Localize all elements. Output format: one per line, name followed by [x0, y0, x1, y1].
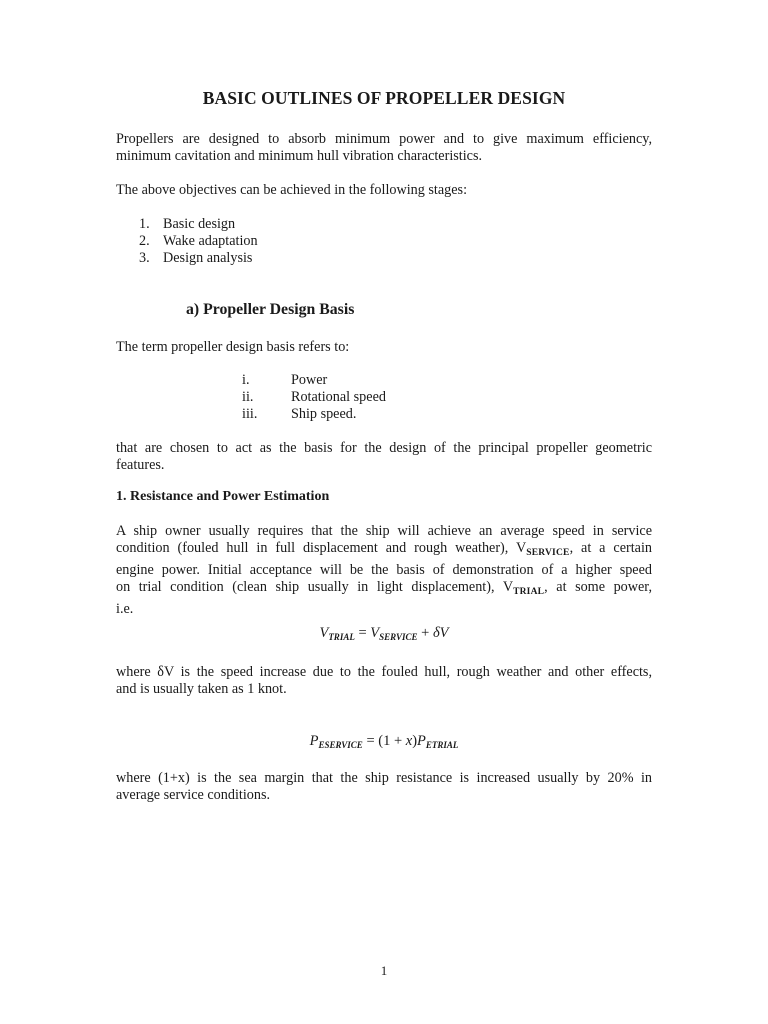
power-equation	[0, 733, 768, 750]
text-run: on trial condition (clean ship usually in light displacement), V	[116, 579, 514, 595]
basis-item-number: ii.	[242, 389, 254, 405]
formula-symbol: P	[309, 733, 319, 749]
where2-line-1: where (1+x) is the sea margin that the ship resistance is increased usually by 20% in	[116, 770, 652, 786]
stage-number: 2.	[139, 233, 150, 249]
formula-subscript: ETRIAL	[425, 740, 459, 750]
formula-symbol: δV	[432, 625, 449, 641]
objectives-text: The above objectives can be achieved in the following stages:	[116, 182, 468, 198]
formula-symbol: V	[319, 625, 329, 641]
basis-item-label: Rotational speed	[291, 389, 386, 405]
section-1-heading: 1. Resistance and Power Estimation	[116, 489, 330, 504]
intro-line-1: Propellers are designed to absorb minimum power and to give maximum efficiency,	[116, 131, 652, 147]
formula-symbol: V	[370, 625, 380, 641]
speed-equation-explanation	[116, 664, 652, 698]
resistance-paragraph	[116, 523, 652, 618]
design-basis-intro: The term propeller design basis refers to:	[116, 339, 350, 355]
design-basis-closing	[116, 440, 652, 474]
stage-number: 3.	[139, 250, 150, 266]
closing-line-1: that are chosen to act as the basis for the design of the principal propeller geometric	[116, 440, 652, 456]
stage-label: Design analysis	[163, 250, 253, 266]
where2-line-2: average service conditions.	[116, 787, 271, 803]
closing-line-2: features.	[116, 457, 165, 473]
formula-subscript: TRIAL	[328, 632, 355, 642]
speed-equation	[0, 625, 768, 642]
stage-number: 1.	[139, 216, 150, 232]
formula-operator: =	[354, 625, 371, 641]
basis-item-number: i.	[242, 372, 250, 388]
formula-subscript: SERVICE	[379, 632, 418, 642]
intro-paragraph	[116, 131, 652, 165]
formula-operator: (1 +	[378, 733, 406, 749]
stage-label: Wake adaptation	[163, 233, 258, 249]
section-a-heading: a) Propeller Design Basis	[186, 301, 355, 318]
text-run: , at some power,	[544, 579, 653, 595]
basis-item-label: Power	[291, 372, 328, 388]
basis-item-label: Ship speed.	[291, 406, 357, 422]
resistance-line-5: i.e.	[116, 601, 134, 617]
basis-item-number: iii.	[242, 406, 258, 422]
intro-line-2: minimum cavitation and minimum hull vibration characteristics.	[116, 148, 483, 164]
text-run: condition (fouled hull in full displacement and rough weather), V	[116, 540, 527, 556]
resistance-line-3: engine power. Initial acceptance will be the basis of demonstration of a higher speed	[116, 562, 652, 578]
stage-label: Basic design	[163, 216, 236, 232]
page-number: 1	[380, 963, 388, 978]
formula-operator: +	[417, 625, 433, 641]
text-run: , at a certain	[569, 540, 652, 556]
document-title: BASIC OUTLINES OF PROPELLER DESIGN	[202, 88, 566, 108]
resistance-line-4	[116, 579, 652, 601]
resistance-line-1: A ship owner usually requires that the ship will achieve an average speed in service	[116, 523, 652, 539]
where1-line-2: and is usually taken as 1 knot.	[116, 681, 287, 697]
formula-subscript: ESERVICE	[318, 740, 363, 750]
v-trial-subscript: TRIAL	[513, 587, 545, 597]
resistance-line-2	[116, 540, 652, 562]
formula-operator: )	[412, 733, 418, 749]
formula-operator: =	[362, 733, 379, 749]
sea-margin-explanation	[116, 770, 652, 804]
where1-line-1: where δV is the speed increase due to the fouled hull, rough weather and other effects,	[116, 664, 652, 680]
formula-symbol: P	[417, 733, 426, 749]
v-service-subscript: SERVICE	[526, 548, 570, 558]
formula-symbol: x	[405, 733, 413, 749]
